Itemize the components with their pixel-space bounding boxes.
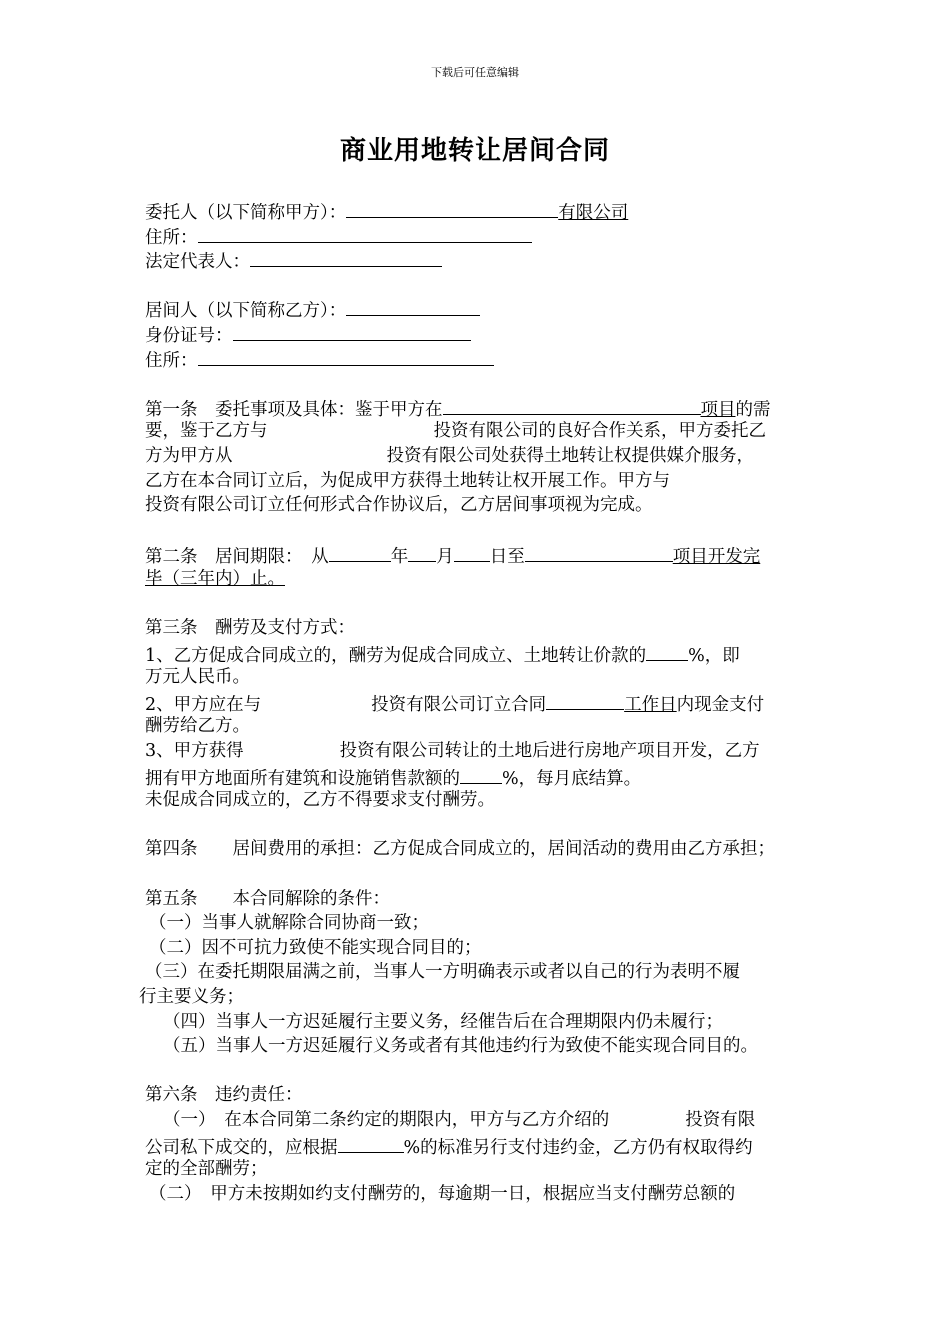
project-complete-text: 项目开发完 — [672, 547, 761, 568]
article-1-text: 第一条 委托事项及具体：鉴于甲方在 — [145, 399, 443, 420]
party-b-id-label: 身份证号： — [145, 325, 233, 346]
day-to-label: 日至 — [489, 547, 525, 568]
end-project-blank — [525, 542, 673, 562]
party-a-name-blank — [346, 198, 558, 218]
workday-word: 工作日 — [624, 694, 677, 715]
article-3-text: 投资有限公司转让的土地后进行房地产项目开发，乙方 — [339, 741, 760, 762]
party-a-label: 委托人（以下简称甲方）： — [145, 203, 347, 223]
sales-percent-blank — [460, 764, 502, 784]
article-1-text: 方为甲方从 — [145, 445, 233, 466]
article-1-text: 投资有限公司处获得土地转让权提供媒介服务， — [386, 445, 754, 466]
party-b-id-blank — [233, 321, 471, 341]
article-3-item-2-cont: 酬劳给乙方。 — [145, 716, 250, 737]
party-b-name-blank — [346, 296, 480, 316]
article-5-heading: 第五条 本合同解除的条件： — [145, 888, 390, 909]
party-b-address-label: 住所： — [145, 350, 198, 371]
article-6-clause-2: （二） 甲方未按期如约支付酬劳的，每逾期一日，根据应当支付酬劳总额的 — [149, 1183, 736, 1204]
article-3-item-1 — [145, 641, 815, 666]
article-5-clause-4: （四）当事人一方迟延履行主要义务，经催告后在合理期限内仍未履行； — [163, 1011, 723, 1032]
party-a-address-label: 住所： — [145, 227, 198, 248]
article-1-line-2 — [145, 419, 815, 444]
party-b-line — [145, 296, 815, 321]
article-3-text: 2、甲方应在与 — [145, 694, 262, 715]
article-3-item-3 — [145, 739, 815, 764]
article-6-clause-1 — [145, 1108, 815, 1133]
article-3-text: 内现金支付 — [676, 694, 765, 715]
article-1-line-4: 乙方在本合同订立后，为促成甲方获得土地转让权开展工作。甲方与 — [145, 470, 670, 491]
party-a-line — [145, 198, 815, 223]
article-3-text: 3、甲方获得 — [145, 741, 244, 762]
article-1-text: 要，鉴于乙方与 — [145, 421, 268, 442]
article-3-item-2 — [145, 690, 815, 715]
article-1-text: 的需 — [735, 399, 771, 420]
contract-body — [139, 198, 815, 1206]
article-3-text: 投资有限公司订立合同 — [371, 694, 547, 715]
article-6-clause-1-cont — [145, 1133, 815, 1158]
article-3-text: 1、乙方促成合同成立的，酬劳为促成合同成立、土地转让价款的 — [145, 645, 647, 666]
party-b-address-line — [145, 346, 815, 371]
month-blank — [408, 542, 436, 562]
header-note: 下载后可任意编辑 — [431, 66, 519, 79]
month-label: 月 — [436, 547, 454, 568]
penalty-percent-blank — [338, 1133, 404, 1153]
article-5-clause-3 — [145, 960, 815, 985]
party-a-company-suffix: 有限公司 — [558, 203, 629, 223]
party-a-rep-line — [145, 247, 815, 272]
article-5-clause-1: （一）当事人就解除合同协商一致； — [149, 913, 429, 934]
article-3-text: 拥有甲方地面所有建筑和设施销售款额的 — [145, 768, 460, 789]
party-a-rep-blank — [250, 247, 442, 267]
article-6-heading: 第六条 违约责任： — [145, 1085, 303, 1106]
year-blank — [329, 542, 391, 562]
article-2-line-2 — [145, 567, 815, 592]
article-1-line-1 — [145, 395, 815, 420]
article-5-clause-5: （五）当事人一方迟延履行义务或者有其他违约行为致使不能实现合同目的。 — [163, 1036, 758, 1057]
party-b-address-blank — [198, 346, 494, 366]
article-3-heading: 第三条 酬劳及支付方式： — [145, 618, 355, 639]
workday-blank — [546, 690, 624, 710]
article-6-text: （一） 在本合同第二条约定的期限内，甲方与乙方介绍的 — [163, 1109, 610, 1130]
project-blank — [443, 395, 701, 415]
article-2-text: 第二条 居间期限： 从 — [145, 547, 329, 568]
article-3-text: %，每月底结算。 — [502, 768, 642, 789]
article-6-text: 投资有限 — [685, 1109, 756, 1130]
party-b-label: 居间人（以下简称乙方）： — [145, 301, 347, 322]
article-1-line-5: 投资有限公司订立任何形式合作协议后，乙方居间事项视为完成。 — [145, 495, 653, 516]
article-6-text: 公司私下成交的，应根据 — [145, 1137, 338, 1158]
article-5-text: （三）在委托期限届满之前，当事人一方明确表示或者以自己的行为表明不履 — [145, 962, 740, 983]
article-1-text: 投资有限公司的良好合作关系，甲方委托乙 — [433, 421, 766, 442]
article-3-item-1-cont: 万元人民币。 — [145, 667, 250, 688]
party-a-rep-label: 法定代表人： — [145, 252, 250, 273]
party-b-id-line — [145, 321, 815, 346]
article-3-item-3-cont — [145, 764, 815, 789]
percent-blank — [646, 641, 688, 661]
article-3-item-4: 未促成合同成立的，乙方不得要求支付酬劳。 — [145, 790, 495, 811]
project-word: 项目 — [700, 399, 736, 420]
document-title: 商业用地转让居间合同 — [339, 136, 610, 166]
article-5-clause-2: （二）因不可抗力致使不能实现合同目的； — [149, 937, 482, 958]
day-blank — [454, 542, 490, 562]
article-6-clause-1-end: 定的全部酬劳； — [145, 1159, 268, 1180]
article-3-text: %，即 — [688, 645, 740, 666]
year-label: 年 — [390, 547, 409, 568]
party-a-address-line — [145, 223, 815, 248]
article-6-text: %的标准另行支付违约金，乙方仍有权取得约 — [403, 1137, 753, 1158]
article-2-line-1 — [145, 542, 815, 567]
article-4-text: 第四条 居间费用的承担：乙方促成合同成立的，居间活动的费用由乙方承担； — [145, 839, 775, 860]
article-5-clause-3-cont: 行主要义务； — [139, 987, 244, 1007]
party-a-address-blank — [198, 223, 532, 243]
article-2-text: 毕（三年内）止。 — [145, 568, 285, 589]
article-1-line-3 — [145, 444, 815, 469]
